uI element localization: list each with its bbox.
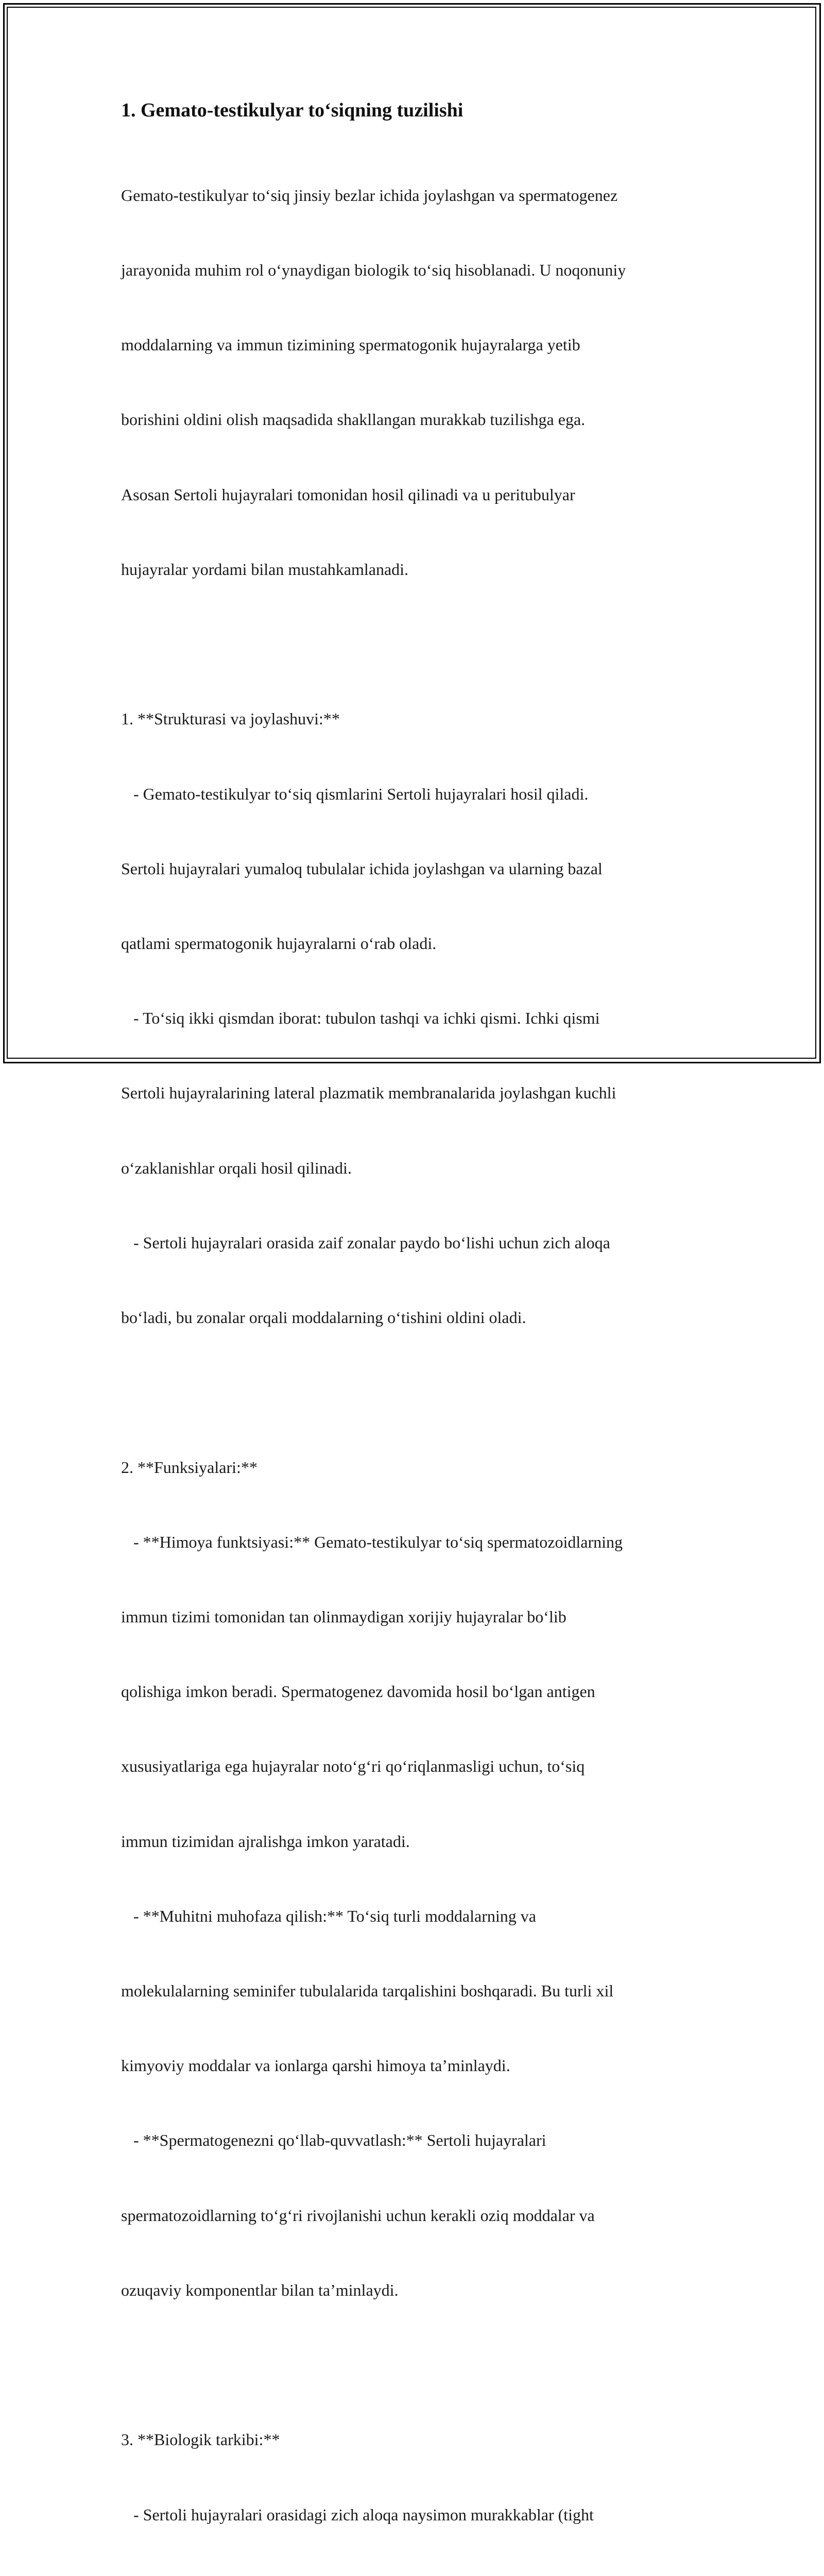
- section-heading: 2. **Funksiyalari:**: [121, 1458, 258, 1477]
- text-line: - **Himoya funktsiyasi:** Gemato-testikulyar to‘siq spermatozoidlarning: [121, 1532, 623, 1551]
- section-heading: 1. **Strukturasi va joylashuvi:**: [121, 709, 340, 728]
- text-line: bo‘ladi, bu zonalar orqali moddalarning o‘tishini oldini oladi.: [121, 1308, 526, 1327]
- text-line: immun tizimidan ajralishga imkon yaratadi.: [121, 1832, 410, 1851]
- paragraph-spacer: [121, 632, 729, 656]
- text-line: Gemato-testikulyar to‘siq jinsiy bezlar ichida joylashgan va spermatogenez: [121, 185, 618, 205]
- text-line: molekulalarning seminifer tubulalarida tarqalishini boshqaradi. Bu turli xil: [121, 1981, 614, 2001]
- section-functions: [121, 1405, 729, 2352]
- section-biological-composition: [121, 2378, 729, 2576]
- document-page: [121, 95, 729, 2576]
- text-line: - Sertoli hujayralari orasidagi zich aloqa naysimon murakkablar (tight: [121, 2505, 594, 2524]
- text-line: - Gemato-testikulyar to‘siq qismlarini Sertoli hujayralari hosil qiladi.: [121, 784, 589, 803]
- text-line: - **Spermatogenezni qo‘llab-quvvatlash:** Sertoli hujayralari: [121, 2131, 546, 2150]
- text-line: Sertoli hujayralari yumaloq tubulalar ichida joylashgan va ularning bazal: [121, 859, 603, 878]
- text-line: - **Muhitni muhofaza qilish:** To‘siq turli moddalarning va: [121, 1906, 536, 1925]
- text-line: kimyoviy moddalar va ionlarga qarshi himoya ta’minlaydi.: [121, 2056, 510, 2075]
- text-line: immun tizimi tomonidan tan olinmaydigan xorijiy hujayralar bo‘lib: [121, 1607, 566, 1626]
- text-line: hujayralar yordami bilan mustahkamlanadi.: [121, 560, 409, 579]
- text-line: spermatozoidlarning to‘g‘ri rivojlanishi uchun kerakli oziq moddalar va: [121, 2206, 595, 2225]
- text-line: qatlami spermatogonik hujayralarni o‘rab oladi.: [121, 934, 437, 953]
- text-line: o‘zaklanishlar orqali hosil qilinadi.: [121, 1158, 352, 1177]
- text-line: xususiyatlariga ega hujayralar noto‘g‘ri qo‘riqlanmasligi uchun, to‘siq: [121, 1757, 585, 1776]
- section-heading: 3. **Biologik tarkibi:**: [121, 2430, 280, 2449]
- text-line: jarayonida muhim rol o‘ynaydigan biologik to‘siq hisoblanadi. U noqonuniy: [121, 261, 626, 280]
- text-line: Sertoli hujayralarining lateral plazmatik membranalarida joylashgan kuchli: [121, 1083, 616, 1103]
- text-line: qolishiga imkon beradi. Spermatogenez davomida hosil bo‘lgan antigen: [121, 1682, 595, 1701]
- paragraph-spacer: [121, 1380, 729, 1404]
- intro-paragraph: [121, 133, 729, 632]
- text-line: borishini oldini olish maqsadida shakllangan murakkab tuzilishga ega.: [121, 410, 586, 429]
- text-line: moddalarning va immun tizimining spermatogonik hujayralarga yetib: [121, 335, 580, 354]
- section-structure: [121, 657, 729, 1380]
- paragraph-spacer: [121, 2352, 729, 2377]
- text-line: ozuqaviy komponentlar bilan ta’minlaydi.: [121, 2280, 399, 2299]
- text-line: - Sertoli hujayralari orasida zaif zonalar paydo bo‘lishi uchun zich aloqa: [121, 1233, 610, 1252]
- text-line: - To‘siq ikki qismdan iborat: tubulon tashqi va ichki qismi. Ichki qismi: [121, 1009, 600, 1028]
- document-title: 1. Gemato-testikulyar to‘siqning tuzilishi: [121, 99, 464, 121]
- text-line: Asosan Sertoli hujayralari tomonidan hosil qilinadi va u peritubulyar: [121, 485, 575, 504]
